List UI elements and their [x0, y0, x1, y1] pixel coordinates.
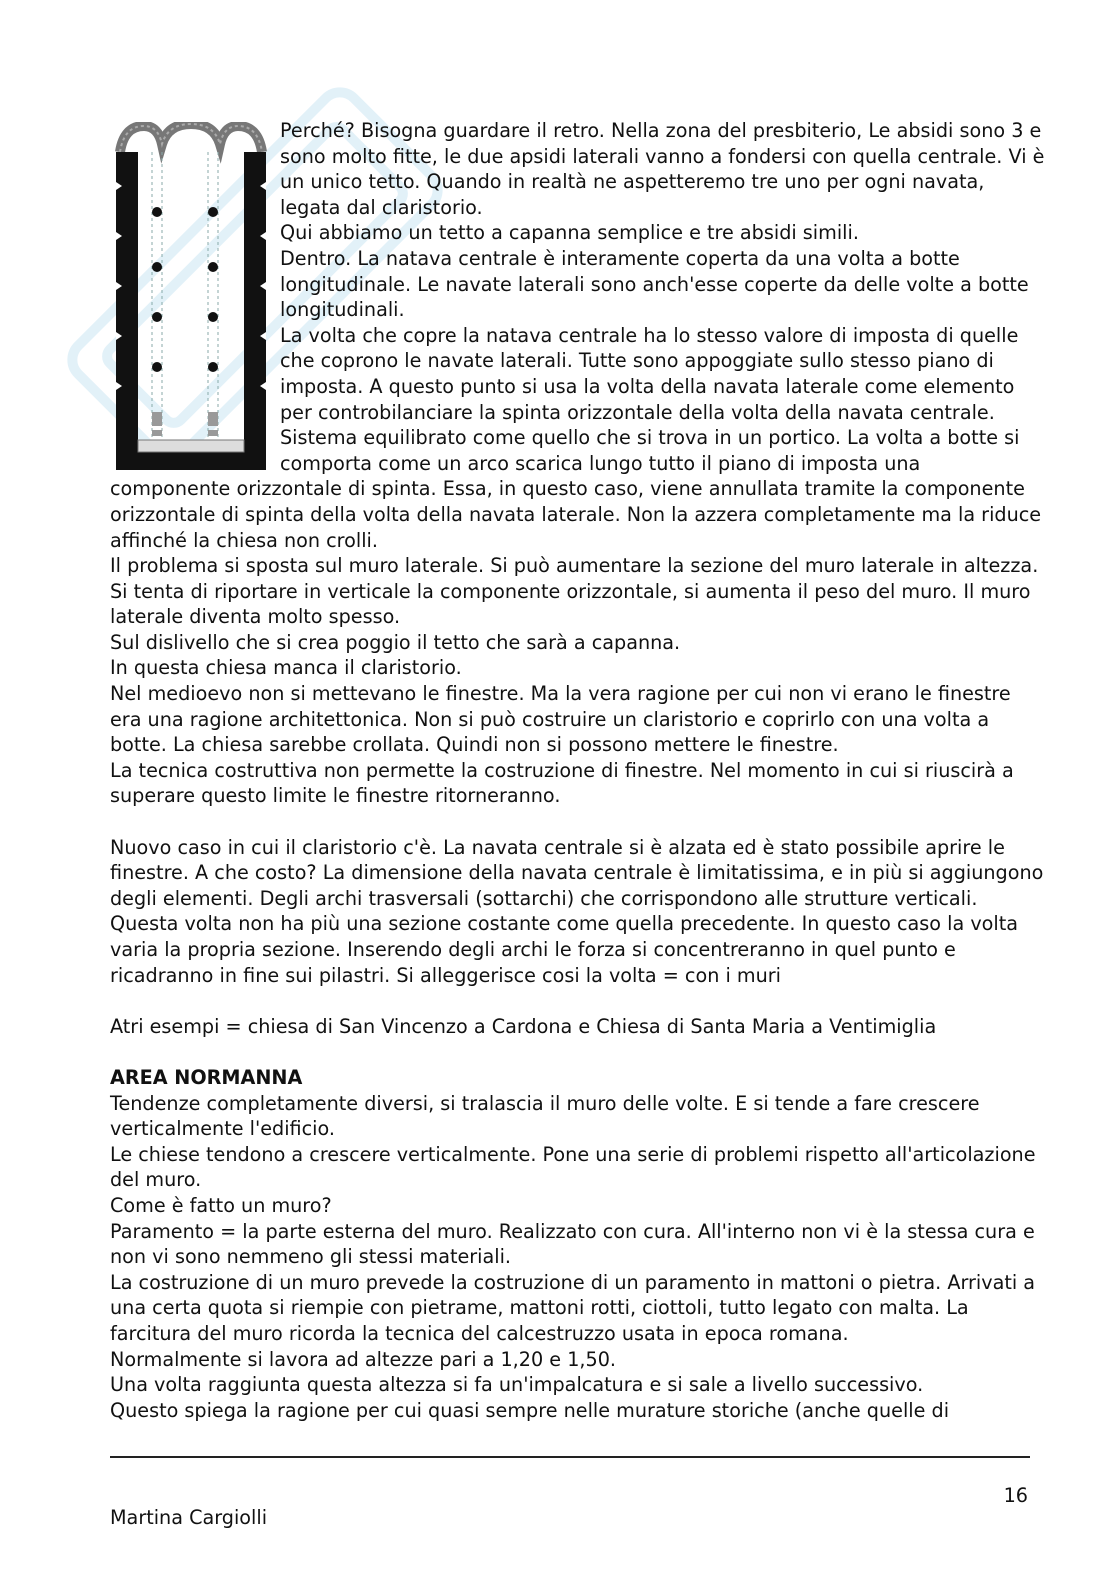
- paragraph: Atri esempi = chiesa di San Vincenzo a Cardona e Chiesa di Santa Maria a Ventimiglia: [110, 1014, 937, 1038]
- paragraph: Perché? Bisogna guardare il retro. Nella zona del presbiterio, Le absidi sono 3 e sono molto fitte, le due apsidi laterali vanno a fondersi con quella centrale. Vi è un unico tetto. Quando in realtà ne aspetteremo tre uno per ogni navata, legata dal claristorio.: [280, 119, 1045, 219]
- paragraph: Tendenze completamente diversi, si tralascia il muro delle volte. E si tende a fare crescere verticalmente l'edificio.: [110, 1091, 980, 1141]
- paragraph: La tecnica costruttiva non permette la costruzione di finestre. Nel momento in cui si riuscirà a superare questo limite le finestre ritorneranno.: [110, 758, 1014, 808]
- paragraph: Il problema si sposta sul muro laterale. Si può aumentare la sezione del muro laterale in altezza. Si tenta di riportare in verticale la componente orizzontale, si aumenta il peso del muro. Il muro laterale diventa molto spesso.: [110, 554, 1039, 629]
- footer-author: Martina Cargiolli: [110, 1506, 268, 1529]
- image-wrap-space: [110, 118, 280, 475]
- body-text: [110, 118, 1045, 1423]
- paragraph: Paramento = la parte esterna del muro. Realizzato con cura. All'interno non vi è la stessa cura e non vi sono nemmeno gli stessi materiali.: [110, 1219, 1035, 1269]
- paragraph: In questa chiesa manca il claristorio.: [110, 656, 462, 680]
- paragraph: La costruzione di un muro prevede la costruzione di un paramento in mattoni o pietra. Arrivati a una certa quota si riempie con pietrame, mattoni rotti, ciottoli, tutto legato con malta. La farcitura del muro ricorda la tecnica del calcestruzzo usata in epoca romana.: [110, 1270, 1036, 1345]
- paragraph: Come è fatto un muro?: [110, 1193, 332, 1217]
- paragraph: Normalmente si lavora ad altezze pari a 1,20 e 1,50.: [110, 1347, 617, 1371]
- paragraph: Nel medioevo non si mettevano le finestre. Ma la vera ragione per cui non vi erano le finestre era una ragione architettonica. Non si può costruire un claristorio e coprirlo con una volta a botte. La chiesa sarebbe crollata. Quindi non si possono mettere le finestre.: [110, 682, 1011, 757]
- paragraph: Questo spiega la ragione per cui quasi sempre nelle murature storiche (anche quelle di: [110, 1398, 950, 1422]
- paragraph: Qui abbiamo un tetto a capanna semplice e tre absidi simili.: [280, 221, 859, 245]
- paragraph: La volta che copre la natava centrale ha lo stesso valore di imposta di quelle che coprono le navate laterali. Tutte sono appoggiate sullo stesso piano di imposta. A questo punto si usa la volta della navata laterale come elemento per controbilanciare la spinta orizzontale della volta della navata centrale. Sistema equilibrato come quello che si trova in un portico. La volta a botte si comporta come un arco scarica lungo tutto il piano di imposta una componente orizzontale di spinta. Essa, in questo caso, viene annullata tramite la componente orizzontale di spinta della volta della navata laterale. Non la azzera completamente ma la riduce affinché la chiesa non crolli.: [110, 323, 1042, 552]
- paragraph: Dentro. La natava centrale è interamente coperta da una volta a botte longitudinale. Le navate laterali sono anch'esse coperte da delle volte a botte longitudinali.: [280, 246, 1029, 322]
- paragraph: Sul dislivello che si crea poggio il tetto che sarà a capanna.: [110, 630, 681, 654]
- footer-rule: [110, 1456, 1030, 1458]
- page-number: 16: [1003, 1484, 1028, 1507]
- paragraph: Una volta raggiunta questa altezza si fa un'impalcatura e si sale a livello successivo.: [110, 1373, 924, 1397]
- paragraph: Le chiese tendono a crescere verticalmente. Pone una serie di problemi rispetto all'articolazione del muro.: [110, 1142, 1036, 1192]
- paragraph: Nuovo caso in cui il claristorio c'è. La navata centrale si è alzata ed è stato possibile aprire le finestre. A che costo? La dimensione della navata centrale è limitatissima, e in più si aggiungono degli elementi. Degli archi trasversali (sottarchi) che corrispondono alle strutture verticali. Questa volta non ha più una sezione costante come quella precedente. In questo caso la volta varia la propria sezione. Inserendo degli archi le forza si concentreranno in quel punto e ricadranno in fine sui pilastri. Si alleggerisce cosi la volta = con i muri: [110, 835, 1044, 987]
- section-heading: AREA NORMANNA: [110, 1065, 303, 1089]
